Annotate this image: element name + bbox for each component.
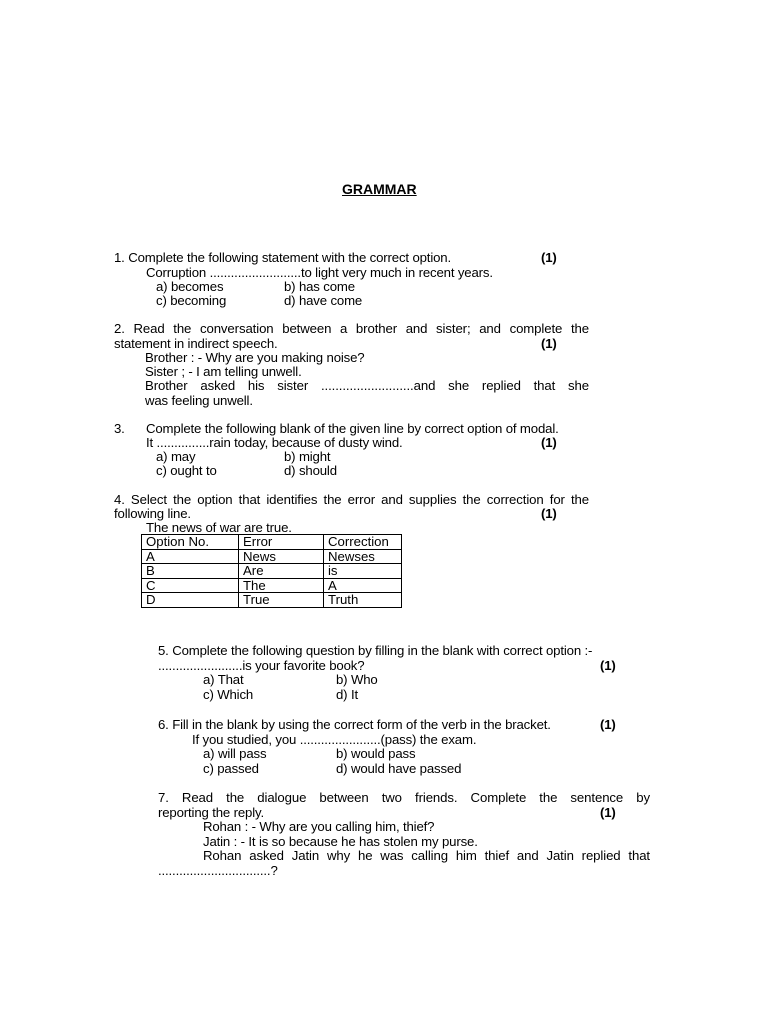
q1-option-a: a) becomes <box>156 279 224 294</box>
q3-sentence: It ...............rain today, because of dusty wind. <box>146 435 403 450</box>
q6-prompt: 6. Fill in the blank by using the correct form of the verb in the bracket. <box>158 717 551 732</box>
q6-option-c: c) passed <box>203 761 259 776</box>
q6-sentence: If you studied, you .......................(pass) the exam. <box>192 732 477 747</box>
q7-dialogue-jatin: Jatin : - It is so because he has stolen my purse. <box>203 834 478 849</box>
q1-option-b: b) has come <box>284 279 355 294</box>
table-cell: is <box>324 564 402 579</box>
table-cell: C <box>142 578 239 593</box>
q5-prompt: 5. Complete the following question by filling in the blank with correct option :- <box>158 643 593 658</box>
q6-option-d: d) would have passed <box>336 761 462 776</box>
q7-task-line2: ................................? <box>158 863 278 878</box>
table-cell: Are <box>239 564 324 579</box>
q2-task-line2: was feeling unwell. <box>145 393 253 408</box>
q7-prompt-line2: reporting the reply. <box>158 805 264 820</box>
q2-dialogue-sister: Sister ; - I am telling unwell. <box>145 364 302 379</box>
q7-dialogue-rohan: Rohan : - Why are you calling him, thief? <box>203 819 435 834</box>
q4-prompt-line2: following line. <box>114 506 191 521</box>
page-title: GRAMMAR <box>342 181 417 197</box>
q3-prompt: Complete the following blank of the given line by correct option of modal. <box>146 421 559 436</box>
q7-task-line1: Rohan asked Jatin why he was calling him thief and Jatin replied that <box>203 848 650 863</box>
table-cell: B <box>142 564 239 579</box>
q6-option-b: b) would pass <box>336 746 416 761</box>
q3-option-a: a) may <box>156 449 196 464</box>
q2-prompt-line1: 2. Read the conversation between a brother and sister; and complete the <box>114 321 589 336</box>
q3-option-b: b) might <box>284 449 331 464</box>
table-header-cell: Correction <box>324 535 402 550</box>
q3-option-d: d) should <box>284 463 337 478</box>
q6-marks: (1) <box>600 717 616 732</box>
q5-sentence: ........................is your favorite book? <box>158 658 365 673</box>
q6-option-a: a) will pass <box>203 746 267 761</box>
q5-option-a: a) That <box>203 672 244 687</box>
q2-dialogue-brother: Brother : - Why are you making noise? <box>145 350 365 365</box>
table-cell: Newses <box>324 549 402 564</box>
table-header-cell: Error <box>239 535 324 550</box>
q7-prompt-line1: 7. Read the dialogue between two friends. Complete the sentence by <box>158 790 650 805</box>
q2-prompt-line2: statement in indirect speech. <box>114 336 278 351</box>
q4-marks: (1) <box>541 506 557 521</box>
table-header-row <box>142 535 402 550</box>
table-cell: D <box>142 593 239 608</box>
q4-prompt-line1: 4. Select the option that identifies the error and supplies the correction for the <box>114 492 589 507</box>
q3-number: 3. <box>114 421 125 436</box>
q5-option-d: d) It <box>336 687 358 702</box>
q7-marks: (1) <box>600 805 616 820</box>
table-cell: A <box>324 578 402 593</box>
q3-marks: (1) <box>541 435 557 450</box>
q1-option-c: c) becoming <box>156 293 227 308</box>
table-cell: A <box>142 549 239 564</box>
table-header-cell: Option No. <box>142 535 239 550</box>
table-cell: True <box>239 593 324 608</box>
table-cell: Truth <box>324 593 402 608</box>
error-correction-table <box>141 534 402 608</box>
table-row <box>142 593 402 608</box>
q2-marks: (1) <box>541 336 557 351</box>
q1-prompt: 1. Complete the following statement with the correct option. <box>114 250 451 265</box>
q1-option-d: d) have come <box>284 293 363 308</box>
table-row <box>142 578 402 593</box>
q5-option-b: b) Who <box>336 672 378 687</box>
q1-sentence: Corruption ..........................to light very much in recent years. <box>146 265 493 280</box>
table-cell: News <box>239 549 324 564</box>
q5-option-c: c) Which <box>203 687 254 702</box>
table-cell: The <box>239 578 324 593</box>
q4-sentence: The news of war are true. <box>146 520 292 535</box>
table-row <box>142 564 402 579</box>
q5-marks: (1) <box>600 658 616 673</box>
table-row <box>142 549 402 564</box>
q1-marks: (1) <box>541 250 557 265</box>
q3-option-c: c) ought to <box>156 463 217 478</box>
q2-task-line1: Brother asked his sister ..........................and she replied that she <box>145 378 589 393</box>
